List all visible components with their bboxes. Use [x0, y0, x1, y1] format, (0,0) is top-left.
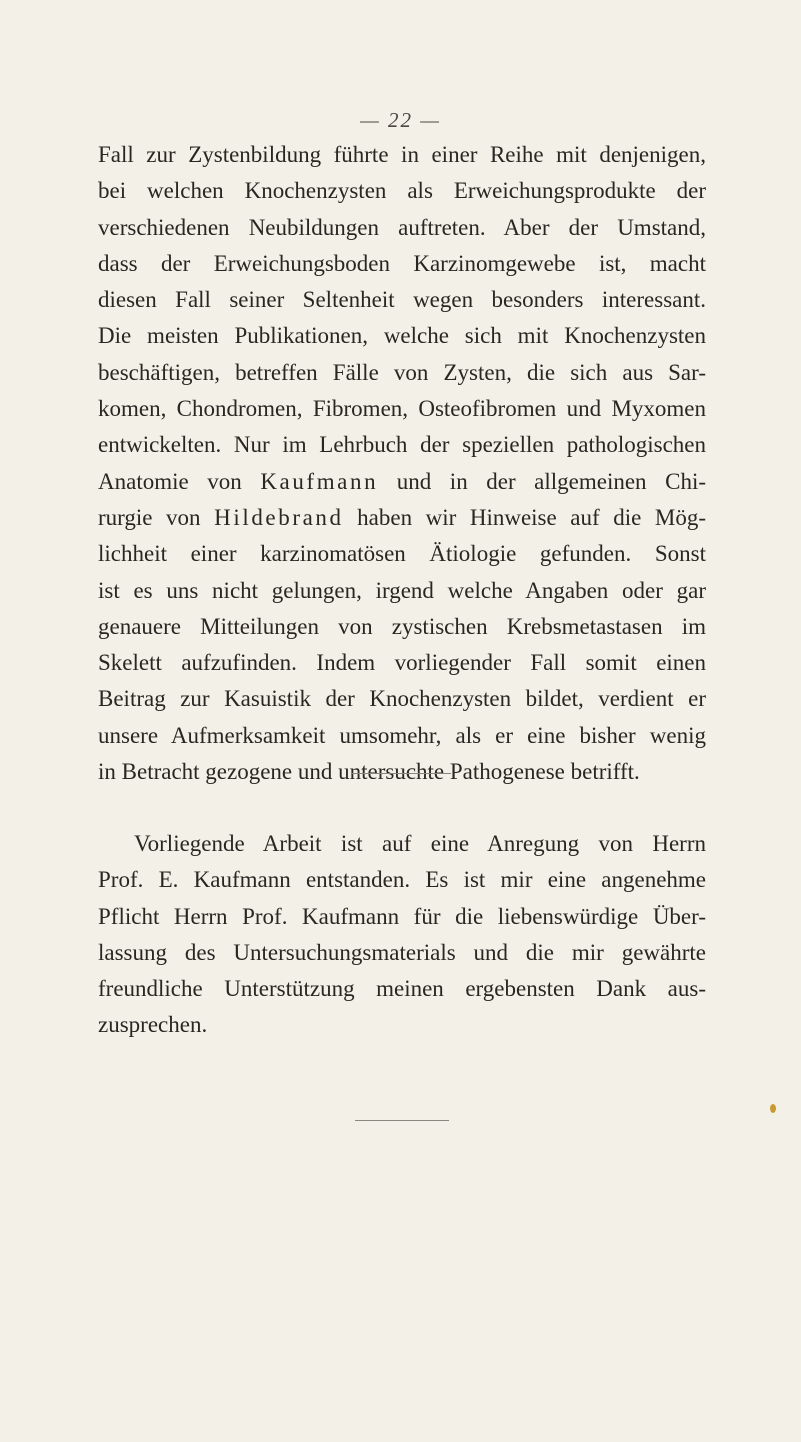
- author-name-hildebrand: Hildebrand: [214, 504, 344, 530]
- text-line: lichheit einer karzinomatösen Ätiologie gefunden. Sonst: [98, 541, 706, 567]
- text-line-with-author: [98, 464, 706, 500]
- text-line: verschiedenen Neubildungen auftreten. Aber der Umstand,: [98, 214, 706, 240]
- text-line: Fall zur Zystenbildung führte in einer Reihe mit denjenigen,: [98, 142, 706, 167]
- text-line: entwickelten. Nur im Lehrbuch der speziellen pathologischen: [98, 432, 706, 458]
- text-line: freundliche Unterstützung meinen ergebensten Dank aus-: [98, 976, 706, 1002]
- text-line: komen, Chondromen, Fibromen, Osteofibromen und Myxomen: [98, 396, 706, 422]
- text-line: Beitrag zur Kasuistik der Knochenzysten bildet, verdient er: [98, 686, 706, 712]
- text-fragment: Anatomie von: [98, 468, 261, 494]
- text-line: in Betracht gezogene und untersuchte Pathogenese betrifft.: [98, 759, 640, 785]
- text-fragment: und in der allgemeinen Chi-: [378, 468, 707, 494]
- section-divider: [352, 773, 451, 774]
- text-line: Skelett aufzufinden. Indem vorliegender Fall somit einen: [98, 650, 706, 676]
- text-fragment: rurgie von: [98, 504, 215, 530]
- text-line-with-author: [98, 500, 706, 536]
- text-line: Pflicht Herrn Prof. Kaufmann für die liebenswürdige Über-: [98, 903, 706, 929]
- text-line: bei welchen Knochenzysten als Erweichungsprodukte der: [98, 178, 706, 204]
- text-line: lassung des Untersuchungsmaterials und die mir gewährte: [98, 939, 706, 965]
- text-fragment: haben wir Hinweise auf die Mög-: [343, 504, 706, 530]
- acknowledgement-paragraph: [98, 826, 706, 1044]
- end-divider: [355, 1120, 449, 1121]
- text-line: ist es uns nicht gelungen, irgend welche Angaben oder gar: [98, 577, 706, 603]
- text-line: genauere Mitteilungen von zystischen Krebsmetastasen im: [98, 613, 706, 639]
- ink-speck: [770, 1104, 776, 1113]
- text-line: Vorliegende Arbeit ist auf eine Anregung von Herrn: [134, 831, 706, 856]
- text-line: Die meisten Publikationen, welche sich mit Knochenzysten: [98, 323, 706, 349]
- text-line: zusprechen.: [98, 1012, 208, 1038]
- text-line: diesen Fall seiner Seltenheit wegen besonders interessant.: [98, 287, 706, 313]
- text-line: dass der Erweichungsboden Karzinomgewebe ist, macht: [98, 250, 706, 276]
- text-line: unsere Aufmerksamkeit umsomehr, als er eine bisher wenig: [98, 722, 706, 748]
- author-name-kaufmann: Kaufmann: [260, 468, 379, 494]
- text-line: Prof. E. Kaufmann entstanden. Es ist mir eine angenehme: [98, 867, 706, 893]
- main-paragraph: [98, 137, 706, 790]
- page-number: — 22 —: [360, 108, 441, 132]
- text-line: beschäftigen, betreffen Fälle von Zysten, die sich aus Sar-: [98, 359, 706, 385]
